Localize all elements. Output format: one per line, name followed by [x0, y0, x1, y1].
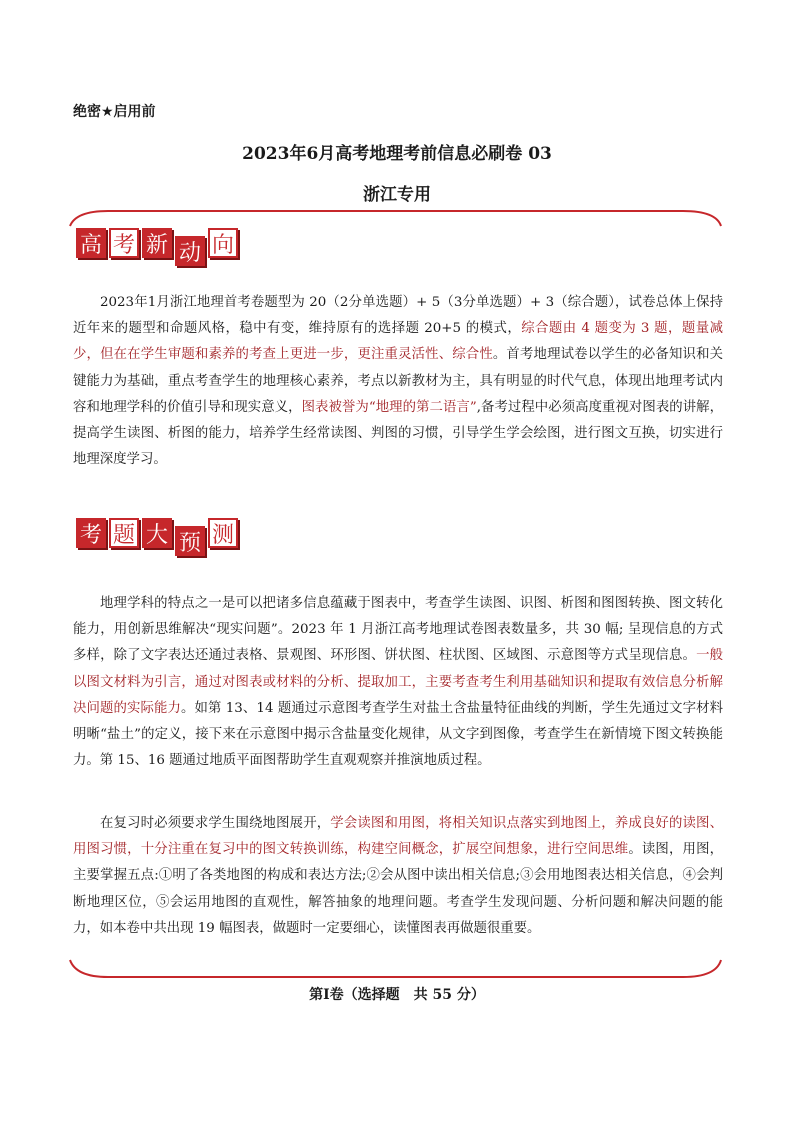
page-title: 2023年6月高考地理考前信息必刷卷 03: [242, 144, 552, 164]
confidential-label: 绝密★启用前: [73, 104, 156, 120]
banner-char: 新: [142, 228, 172, 258]
section1-paragraph: [73, 290, 723, 473]
banner-char: 高: [76, 228, 106, 258]
text-run: 2023年1月浙江地理首考卷题型为 20（2分单选题）+ 5（3分单选题）+ 3（综合题），试卷总体上保持近年来的题型和命题风格，稳中有变，维持原有的选择题 20+5 的模式，: [73, 295, 723, 337]
banner-char: 预: [175, 526, 205, 556]
highlight-run: 综合题由 4 题变为 3 题，题量减少，但在在学生审题和素养的考查上更进一步，更注重灵活性、综合性: [73, 321, 723, 363]
banner-char: 向: [208, 228, 238, 258]
page-subtitle: 浙江专用: [363, 185, 431, 205]
banner-char: 大: [142, 518, 172, 548]
section-footer-title: 第Ⅰ卷（选择题 共 55 分）: [309, 987, 485, 1003]
section-banner-exam-forecast: [76, 518, 241, 554]
highlight-run: 图表被誉为“地理的第二语言”: [301, 399, 477, 415]
banner-char: 动: [175, 236, 205, 266]
decorative-top-arc: [68, 208, 723, 228]
highlight-run: 一般以图文材料为引言，通过对图表或材料的分析、提取加工，主要考查考生利用基础知识和提取有效信息分析解决问题的实际能力: [73, 648, 723, 716]
text-run: 。首考地理试卷以学生的必备知识和关键能力为基础，重点考查学生的地理核心素养，考点以新教材为主，具有明显的时代气息，体现出地理考试内容和地理学科的价值引导和现实意义，: [73, 347, 723, 415]
banner-char: 测: [208, 518, 238, 548]
banner-char: 考: [109, 228, 139, 258]
section2-paragraph-2: [73, 811, 723, 942]
decorative-bottom-arc: [68, 958, 723, 980]
text-run: 在复习时必须要求学生围绕地图展开，: [100, 816, 331, 831]
text-run: 。读图，用图，主要掌握五点:①明了各类地图的构成和表达方法;②会从图中读出相关信息;③会用地图表达相关信息，④会判断地理区位，⑤会运用地图的直观性，解答抽象的地理问题。考查学生发现问题、分析问题和解决问题的能力，如本卷中共出现 19 幅图表，做题时一定要细心，读懂图表再做题很重要。: [73, 842, 724, 936]
text-run: 地理学科的特点之一是可以把诸多信息蕴藏于图表中，考查学生读图、识图、析图和图图转换、图文转化能力，用创新思维解决“现实问题”。2023 年 1 月浙江高考地理试卷图表数量多，共 30 幅; 呈现信息的方式多样，除了文字表达还通过表格、景观图、环形图、饼状图、柱状图、区域图、示意图等方式呈现信息。: [73, 596, 723, 664]
text-run: 。如第 13、14 题通过示意图考查学生对盐土含盐量特征曲线的判断，学生先通过文字材料明晰“盐土”的定义，接下来在示意图中揭示含盐量变化规律，从文字到图像，考查学生在新情境下图文转换能力。第 15、16 题通过地质平面图帮助学生直观观察并推演地质过程。: [73, 700, 724, 769]
banner-char: 考: [76, 518, 106, 548]
section-banner-exam-trends: [76, 228, 241, 264]
section2-paragraph-1: [73, 591, 723, 774]
text-run: ,备考过程中必须高度重视对图表的讲解，提高学生读图、析图的能力，培养学生经常读图、判图的习惯，引导学生学会绘图，进行图文互换，切实进行地理深度学习。: [73, 399, 723, 468]
highlight-run: 学会读图和用图，将相关知识点落实到地图上，养成良好的读图、用图习惯，十分注重在复习中的图文转换训练，构建空间概念，扩展空间想象，进行空间思维: [73, 816, 723, 858]
banner-char: 题: [109, 518, 139, 548]
